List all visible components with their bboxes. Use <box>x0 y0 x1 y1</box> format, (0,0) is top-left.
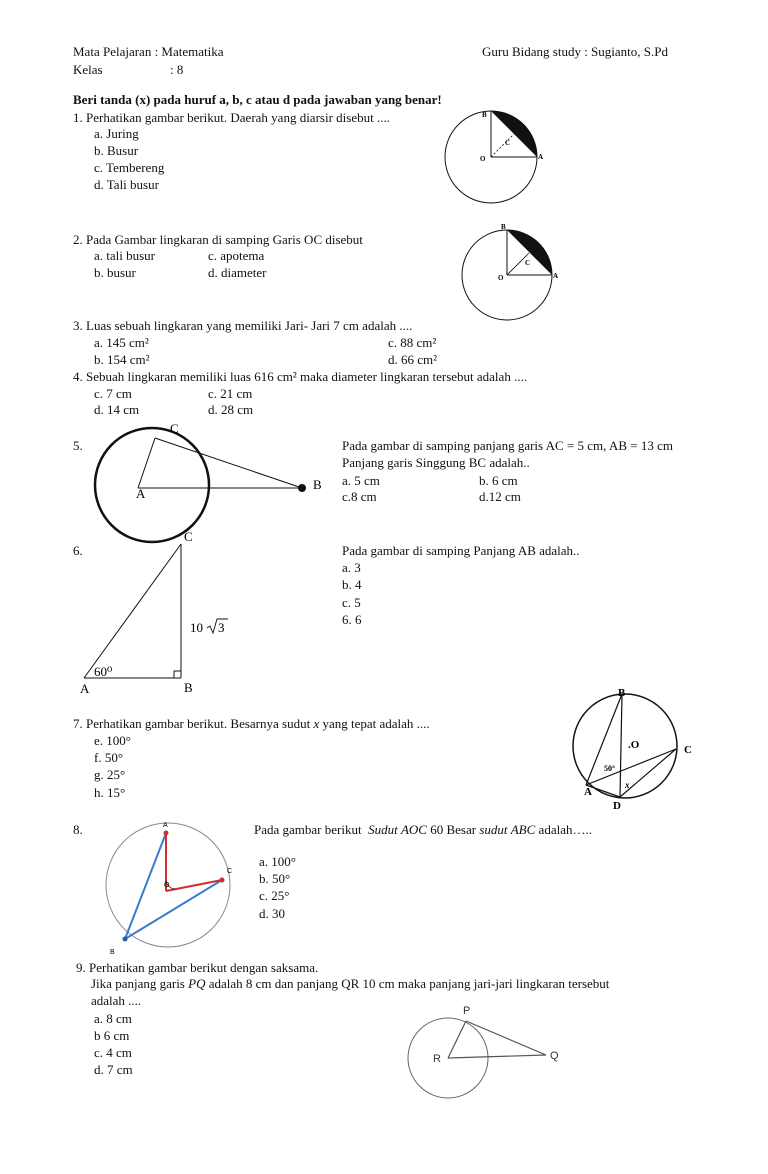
q1-label-b: B <box>482 111 487 119</box>
q7-label-b: B <box>618 687 626 699</box>
q8-number: 8. <box>73 822 83 837</box>
q8-circle-figure <box>96 818 246 960</box>
q8-text-mid: 60 Besar <box>430 822 477 837</box>
q2-label-c: C <box>525 259 531 267</box>
q7-option-g: g. 25° <box>94 767 126 782</box>
q1-option-b: b. Busur <box>94 143 139 158</box>
q9-tangent-figure <box>410 1000 570 1100</box>
q8-label-b: B <box>110 949 115 956</box>
q8-text-pre: Pada gambar berikut <box>254 822 362 837</box>
class-value: : 8 <box>170 62 184 77</box>
q4-option-1: c. 7 cm <box>94 386 132 401</box>
q1-label-o: O <box>480 155 486 163</box>
q8-option-c: c. 25° <box>259 888 290 903</box>
q3-option-c: c. 88 cm² <box>388 335 437 350</box>
q5-number: 5. <box>73 438 83 453</box>
q9-option-d: d. 7 cm <box>94 1062 133 1077</box>
q7-option-h: h. 15° <box>94 785 126 800</box>
q8-label-c: C <box>227 868 233 875</box>
q9-line2 <box>91 976 609 992</box>
q2-text: 2. Pada Gambar lingkaran di samping Garis OC disebut <box>73 232 363 247</box>
q6-root-3: 3 <box>218 620 225 635</box>
q5-label-b: B <box>313 477 322 492</box>
q9-line3: adalah .... <box>91 993 142 1008</box>
q7-label-o: .O <box>628 739 640 751</box>
q9-label-p: P <box>463 1005 471 1017</box>
q8-label-a: A <box>163 822 168 829</box>
q6-side: 10 <box>190 620 203 635</box>
q4-option-2: c. 21 cm <box>208 386 253 401</box>
q6-option-a: a. 3 <box>342 560 361 575</box>
q2-label-b: B <box>501 223 506 231</box>
q9-label-q: Q <box>550 1050 559 1062</box>
q1-label-c: C <box>505 139 511 147</box>
q4-option-3: d. 14 cm <box>94 402 140 417</box>
q9-pq: PQ <box>188 976 206 991</box>
q7-option-f: f. 50° <box>94 750 124 765</box>
q3-text: 3. Luas sebuah lingkaran yang memiliki Jari- Jari 7 cm adalah .... <box>73 318 413 333</box>
q5-option-a: a. 5 cm <box>342 473 380 488</box>
q1-text: 1. Perhatikan gambar berikut. Daerah yang diarsir disebut .... <box>73 110 390 125</box>
q8-text-post: adalah….. <box>538 822 592 837</box>
q7-text-post: yang tepat adalah .... <box>322 716 430 731</box>
q2-label-a: A <box>553 272 559 280</box>
q6-label-c: C <box>184 529 193 544</box>
instruction: Beri tanda (x) pada huruf a, b, c atau d pada jawaban yang benar! <box>73 92 442 107</box>
q6-option-c: c. 5 <box>342 595 361 610</box>
q7-circle-figure <box>575 684 705 814</box>
q3-option-d: d. 66 cm² <box>388 352 438 367</box>
q6-text: Pada gambar di samping Panjang AB adalah.. <box>342 543 580 558</box>
q7-var-x: x <box>313 716 320 731</box>
q8-option-d: d. 30 <box>259 906 285 921</box>
q8-sudut-2: sudut <box>479 822 508 837</box>
q5-line2: Panjang garis Singgung BC adalah.. <box>342 455 530 470</box>
q6-triangle-figure <box>78 528 248 696</box>
q6-label-a: A <box>80 681 90 696</box>
q8-abc: ABC <box>510 822 536 837</box>
q6-number: 6. <box>73 543 83 558</box>
q2-option-b: b. busur <box>94 265 136 280</box>
q6-option-b: b. 4 <box>342 577 362 592</box>
q9-option-c: c. 4 cm <box>94 1045 132 1060</box>
q7-option-e: e. 100° <box>94 733 131 748</box>
q9-line2-pre: Jika panjang garis <box>91 976 185 991</box>
q3-option-b: b. 154 cm² <box>94 352 150 367</box>
q2-option-a: a. tali busur <box>94 248 156 263</box>
q8-text <box>254 822 592 838</box>
q1-circle-figure <box>440 108 550 208</box>
q9-label-r: R <box>433 1053 441 1065</box>
q7-label-a: A <box>584 786 592 798</box>
q8-label-o: O <box>164 882 170 889</box>
teacher-label: Guru Bidang study : Sugianto, S.Pd <box>482 44 668 59</box>
q2-circle-figure <box>455 222 565 322</box>
q9-line2-post: adalah 8 cm dan panjang QR 10 cm maka panjang jari-jari lingkaran tersebut <box>208 976 610 991</box>
q2-option-c: c. apotema <box>208 248 265 263</box>
q8-option-b: b. 50° <box>259 871 291 886</box>
q5-option-d: d.12 cm <box>479 489 521 504</box>
q6-angle: 60⁰ <box>94 664 113 679</box>
q5-label-c: C <box>170 421 179 436</box>
q8-option-a: a. 100° <box>259 854 296 869</box>
q7-text-pre: 7. Perhatikan gambar berikut. Besarnya sudut <box>73 716 311 731</box>
q1-option-c: c. Tembereng <box>94 160 165 175</box>
q6-option-d: 6. 6 <box>342 612 362 627</box>
subject-label: Mata Pelajaran : Matematika <box>73 44 224 59</box>
q4-text: 4. Sebuah lingkaran memiliki luas 616 cm² maka diameter lingkaran tersebut adalah .... <box>73 369 528 384</box>
q1-option-d: d. Tali busur <box>94 177 159 192</box>
q1-option-a: a. Juring <box>94 126 139 141</box>
q9-option-b: b 6 cm <box>94 1028 130 1043</box>
q9-option-a: a. 8 cm <box>94 1011 132 1026</box>
q5-option-c: c.8 cm <box>342 489 377 504</box>
q1-label-a: A <box>538 153 544 161</box>
q7-angle-50: 50° <box>604 764 616 773</box>
q7-angle-x: x <box>625 780 630 790</box>
q5-option-b: b. 6 cm <box>479 473 518 488</box>
q8-aoc: AOC <box>400 822 427 837</box>
q2-option-d: d. diameter <box>208 265 267 280</box>
q8-sudut-1: Sudut <box>368 822 398 837</box>
q4-option-4: d. 28 cm <box>208 402 254 417</box>
q7-label-d: D <box>613 800 621 812</box>
q2-label-o: O <box>498 274 504 282</box>
q5-line1: Pada gambar di samping panjang garis AC = 5 cm, AB = 13 cm <box>342 438 673 453</box>
q9-line1: 9. Perhatikan gambar berikut dengan saksama. <box>76 960 319 975</box>
q5-label-a: A <box>136 486 146 501</box>
q7-label-c: C <box>684 744 692 756</box>
q7-text <box>73 716 430 732</box>
q3-option-a: a. 145 cm² <box>94 335 149 350</box>
q5-tangent-figure <box>90 418 330 543</box>
class-label: Kelas <box>73 62 103 77</box>
q6-label-b: B <box>184 680 193 695</box>
